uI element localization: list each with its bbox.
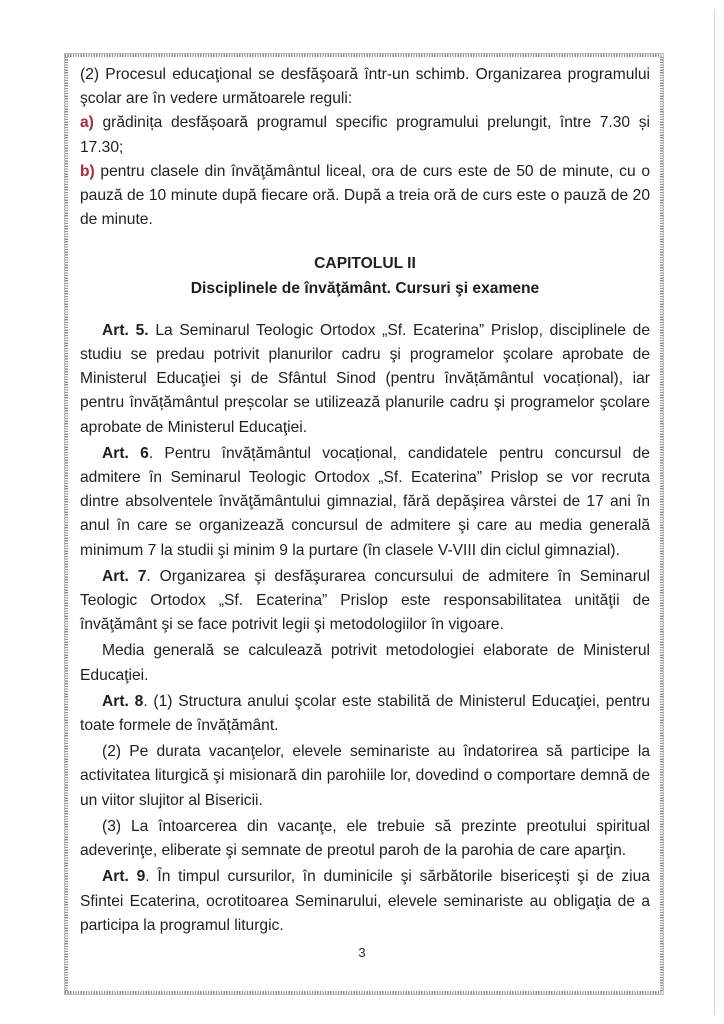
page-edge-line bbox=[714, 10, 715, 1015]
list-item-a bbox=[80, 111, 650, 159]
list-item-b bbox=[80, 160, 650, 233]
article-label: Art. 8 bbox=[102, 692, 144, 710]
article-text: (3) La întoarcerea din vacanţe, ele trebuie să prezinte preotului spiritual adeverinţe, eliberate şi semnate de preotul paroh de la parohia de care aparţin. bbox=[80, 817, 650, 860]
article-8-paragraph-3 bbox=[80, 815, 650, 863]
article-text: (2) Pe durata vacanţelor, elevele seminariste au îndatorirea să participe la activitatea liturgică şi misionară din parohiile lor, dovedind o comportare demnă de un viitor slujitor al Bisericii. bbox=[80, 743, 650, 809]
article-label: Art. 6 bbox=[102, 444, 149, 462]
list-label-b: b) bbox=[80, 162, 95, 180]
article-text: Media generală se calculează potrivit metodologiei elaborate de Ministerul Educaţiei. bbox=[80, 642, 650, 684]
article-7-paragraph-media bbox=[80, 639, 650, 687]
page-number: 3 bbox=[358, 945, 366, 960]
article-5 bbox=[80, 319, 650, 440]
article-text: . Pentru învățământul vocațional, candidatele pentru concursul de admitere în Seminarul Teologic Ortodox „Sf. Ecaterina” Prislop se vor recruta dintre absolventele învăţământului gimnazial, fără depăşirea vârstei de 17 ani în anul în care se organizează concursul de admitere şi care au media generală minimum 7 la studii şi minim 9 la purtare (în clasele V-VIII din ciclul gimnazial). bbox=[80, 444, 650, 559]
article-text: . (1) Structura anului şcolar este stabilită de Ministerul Educaţiei, pentru toate formele de învățământ. bbox=[80, 692, 650, 735]
article-text: . Organizarea şi desfăşurarea concursului de admitere în Seminarul Teologic Ortodox „Sf. Ecaterina” Prislop este responsabilitatea unităţii de învăţământ şi se face potrivit legii şi metodologiilor în vigoare. bbox=[80, 567, 650, 634]
intro-paragraph: (2) Procesul educaţional se desfăşoară într-un schimb. Organizarea programului şcolar are în vedere următoarele reguli: bbox=[80, 66, 650, 108]
article-text: . În timpul cursurilor, în duminicile şi sărbătorile bisericeşti şi de ziua Sfintei Ecaterina, ocrotitoarea Seminarului, elevele seminariste au obligaţia de a participa la programul liturgic. bbox=[80, 868, 650, 934]
article-label: Art. 9 bbox=[102, 868, 146, 886]
article-9 bbox=[80, 865, 650, 938]
article-8-paragraph-2 bbox=[80, 740, 650, 813]
article-6 bbox=[80, 442, 650, 563]
article-8-paragraph-1 bbox=[80, 690, 650, 738]
list-label-a: a) bbox=[80, 114, 94, 132]
list-text-a: grădinița desfășoară programul specific programului prelungit, între 7.30 și 17.30; bbox=[80, 114, 650, 156]
chapter-title: Disciplinele de învăţământ. Cursuri şi examene bbox=[190, 279, 540, 297]
article-text: La Seminarul Teologic Ortodox „Sf. Ecaterina” Prislop, disciplinele de studiu se predau potrivit planurilor cadru şi programelor şcolare aprobate de Ministerul Educaţiei şi de Sfântul Sinod (pentru învățământul vocațional), iar pentru învățământul preșcolar se utilizează planurile cadru şi programelor şcolare aprobate de Ministerul Educaţiei. bbox=[80, 321, 650, 436]
list-text-b: pentru clasele din învăţământul liceal, ora de curs este de 50 de minute, cu o pauză de 10 minute după fiecare oră. După a treia oră de curs este o pauză de 20 de minute. bbox=[80, 162, 650, 229]
article-label: Art. 7 bbox=[102, 567, 147, 585]
article-label: Art. 5. bbox=[102, 321, 149, 339]
document-body bbox=[80, 63, 650, 938]
chapter-number: CAPITOLUL II bbox=[314, 255, 416, 273]
article-7 bbox=[80, 565, 650, 638]
